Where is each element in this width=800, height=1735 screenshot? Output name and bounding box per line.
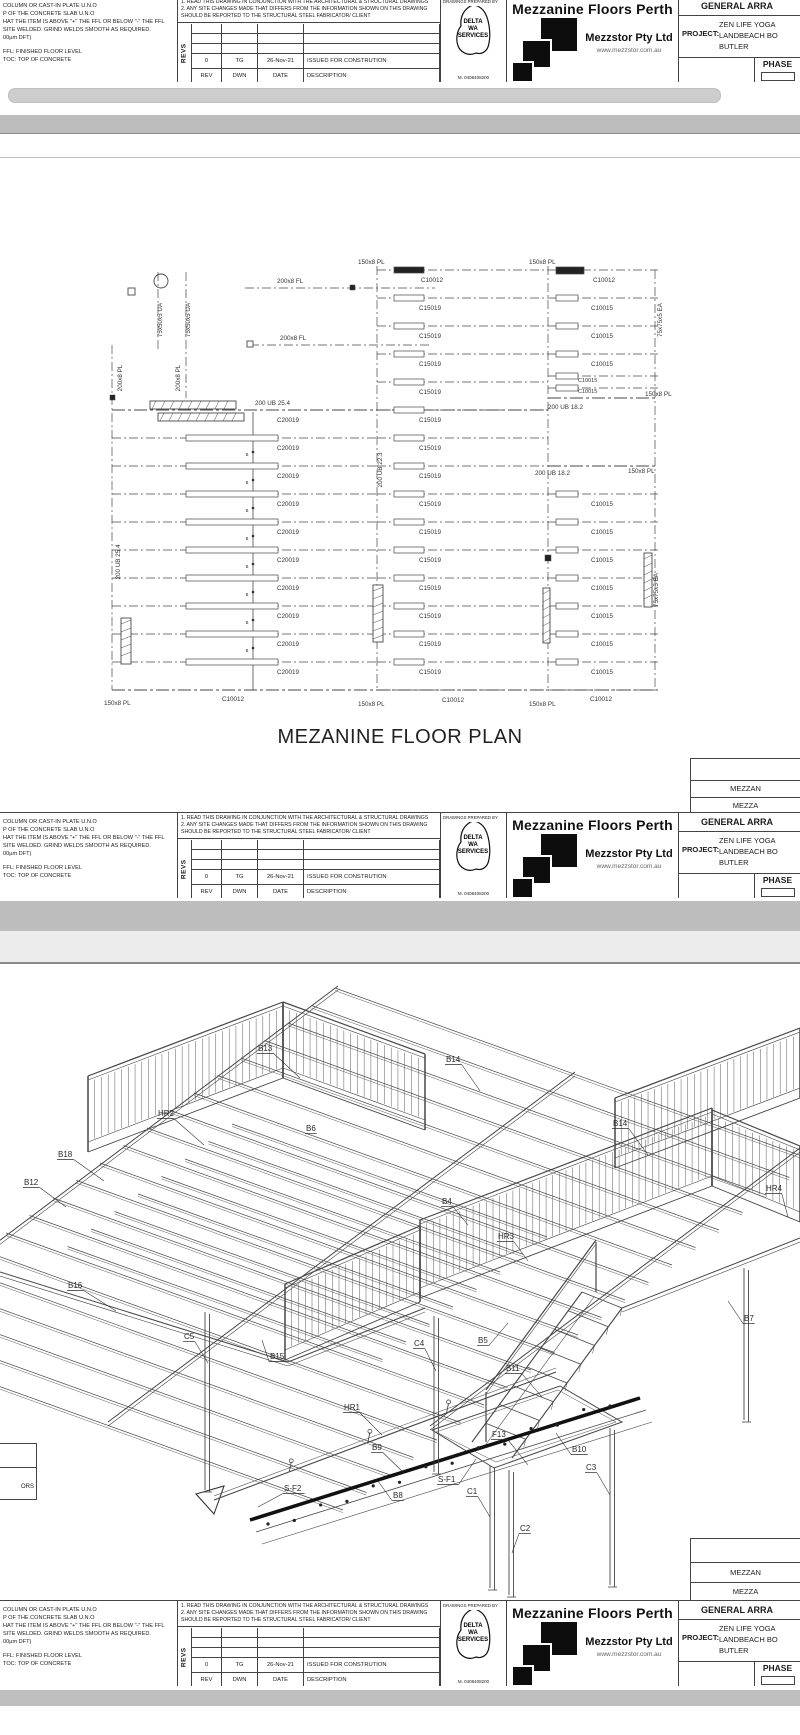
prepared-by-label: DRAWINGS PREPARED BY <box>443 815 498 820</box>
prepared-by-box <box>441 0 506 82</box>
beam-label: C10015 <box>590 529 614 536</box>
iso-label: B6 <box>306 1124 316 1133</box>
rev-data-row: 0 TG 26-Nov-21 ISSUED FOR CONSTRUTION <box>192 870 440 885</box>
delta-wa-services-logo: DELTA WA SERVICES <box>457 1623 489 1643</box>
note-line: COLUMN OR CAST-IN PLATE U.N.O <box>3 1607 97 1613</box>
legend-row: ORS <box>20 1484 34 1490</box>
beam-label: B <box>245 620 249 625</box>
iso-label: B7 <box>744 1314 754 1323</box>
sheet-frame-line <box>0 157 800 158</box>
company-name: Mezzanine Floors Perth <box>512 1 673 17</box>
company-website: www.mezzstor.com.au <box>596 1651 662 1658</box>
beam-label: C20019 <box>276 641 300 648</box>
beam-label: C20019 <box>276 501 300 508</box>
page-separator <box>0 115 800 134</box>
iso-label: B16 <box>68 1281 83 1290</box>
iso-label: B14 <box>446 1055 461 1064</box>
project-label: PROJECT: <box>682 845 720 854</box>
beam-label: 200 UB 18.2 <box>548 404 584 411</box>
beam-label: C10015 <box>590 557 614 564</box>
iso-label: HR4 <box>766 1184 783 1193</box>
beam-label: C15019 <box>418 473 442 480</box>
page3-title-block <box>0 1600 800 1686</box>
ga-isometric-drawing <box>0 965 800 1605</box>
beam-label: C15019 <box>418 501 442 508</box>
rev-header-row: REV DWN DATE DESCRIPTION <box>192 1673 440 1686</box>
rev-data-row: 0 TG 26-Nov-21 ISSUED FOR CONSTRUTION <box>192 1658 440 1673</box>
phone-number: M. 0408408200 <box>457 75 490 81</box>
general-notes <box>3 1606 173 1668</box>
iso-label: S-F1 <box>438 1475 456 1484</box>
beam-label: B <box>245 592 249 597</box>
beam-label: 200 UB 18.2 <box>535 470 571 477</box>
beam-label: 200 UB 25.4 <box>255 400 291 407</box>
beam-label: C15019 <box>418 641 442 648</box>
beam-label: 150x8 PL <box>358 701 385 708</box>
beam-label: C10012 <box>420 277 444 284</box>
iso-label: C2 <box>520 1524 531 1533</box>
revisions-table <box>192 1628 440 1686</box>
beam-label: C20019 <box>276 445 300 452</box>
revs-label: REVS <box>178 1628 192 1686</box>
beam-label: C20019 <box>276 557 300 564</box>
phone-number: M. 0408408200 <box>457 1679 490 1685</box>
beam-label: 200x8 PL <box>117 364 124 392</box>
phase-box <box>679 873 800 898</box>
phase-label: PHASE <box>762 1663 793 1673</box>
company-website: www.mezzstor.com.au <box>596 47 662 54</box>
project-label: PROJECT: <box>682 1633 720 1642</box>
note-line: HAT THE ITEM IS ABOVE "+" THE FFL OR BELOW "-" THE FFL <box>3 1623 165 1630</box>
abbrev-line: TOC: TOP OF CONCRETE <box>3 1660 72 1667</box>
beam-label: 75x75x5 EA <box>657 303 664 337</box>
note-line: 00µm DFT) <box>3 35 32 42</box>
title-block <box>0 0 800 82</box>
beam-label: 200x8 PL <box>175 364 182 392</box>
revisions-table <box>192 840 440 898</box>
iso-label: C4 <box>414 1339 425 1348</box>
note-line: 2. ANY SITE CHANGES MADE THAT DIFFERS FROM THE INFORMATION SHOWN ON THIS DRAWING SHOULD BE REPORTED TO THE STRUCTURAL STEEL FABRICATOR/ CLIENT <box>181 1610 428 1624</box>
note-line: P OF THE CONCRETE SLAB U.N.O <box>3 827 95 834</box>
beam-label: C10015 <box>578 378 598 384</box>
beam-label: C10015 <box>590 501 614 508</box>
beam-label: C10015 <box>590 641 614 648</box>
numbered-notes <box>178 1601 440 1627</box>
beam-label: C15019 <box>418 305 442 312</box>
beam-label: C10015 <box>590 305 614 312</box>
iso-label: F13 <box>492 1430 506 1439</box>
rev-header-row: REV DWN DATE DESCRIPTION <box>192 885 440 898</box>
note-line: P OF THE CONCRETE SLAB U.N.O <box>3 1615 95 1622</box>
project-box <box>679 832 800 874</box>
sheet-info-box <box>679 0 800 82</box>
mezzstor-logo-icon <box>511 18 583 80</box>
drawing-type-title: GENERAL ARRA <box>679 0 800 16</box>
beam-label: 150x8 PL <box>104 700 131 707</box>
beam-label: C20019 <box>276 473 300 480</box>
beam-label: C10015 <box>578 389 598 395</box>
abbrev-line: FFL: FINISHED FLOOR LEVEL <box>3 1652 82 1659</box>
beam-label: B <box>245 480 249 485</box>
iso-label: HR2 <box>158 1109 175 1118</box>
company-box <box>507 0 678 82</box>
page2-title-block <box>0 812 800 898</box>
iso-label: C1 <box>467 1487 478 1496</box>
title-block <box>0 812 800 898</box>
revs-label: REVS <box>178 840 192 898</box>
beam-label: C10015 <box>590 613 614 620</box>
iso-label: B8 <box>393 1491 403 1500</box>
note-line: P OF THE CONCRETE SLAB U.N.O <box>3 11 95 18</box>
phase-label: PHASE <box>762 875 793 885</box>
index-row <box>691 759 800 781</box>
phase-value-box <box>761 72 795 81</box>
revs-label: REVS <box>178 24 192 82</box>
sheet-index-table <box>690 758 800 814</box>
beam-label: B <box>245 452 249 457</box>
beam-label: C15019 <box>418 585 442 592</box>
page-separator <box>0 901 800 931</box>
beam-label: C20019 <box>276 613 300 620</box>
beam-label: C20019 <box>276 417 300 424</box>
iso-label: B4 <box>442 1197 452 1206</box>
project-box <box>679 1620 800 1662</box>
beam-label: 150x8 PL <box>645 391 672 398</box>
company-entity: Mezzstor Pty Ltd <box>585 1636 673 1648</box>
beam-label: 200x8 FL <box>280 335 307 342</box>
note-line: 2. ANY SITE CHANGES MADE THAT DIFFERS FROM THE INFORMATION SHOWN ON THIS DRAWING SHOULD BE REPORTED TO THE STRUCTURAL STEEL FABRICATOR/ CLIENT <box>181 6 428 20</box>
beam-label: C15019 <box>418 417 442 424</box>
page1-title-block-cropped <box>0 0 800 82</box>
phone-number: M. 0408408200 <box>457 891 490 897</box>
note-line: SITE WELDED. GRIND WELDS SMOOTH AS REQUIRED. <box>3 27 151 34</box>
general-notes <box>3 818 173 880</box>
beam-label: C10015 <box>590 333 614 340</box>
drawing-type-title: GENERAL ARRA <box>679 1601 800 1620</box>
beam-label: C10015 <box>590 669 614 676</box>
note-line: 1. READ THIS DRAWING IN CONJUNCTION WITH THE ARCHITECTURAL & STRUCTURAL DRAWINGS <box>181 815 429 821</box>
beam-label: 75x75x5 EA <box>653 573 660 607</box>
note-line: HAT THE ITEM IS ABOVE "+" THE FFL OR BELOW "-" THE FFL <box>3 835 165 842</box>
beam-label: B <box>245 536 249 541</box>
beam-label: C10015 <box>590 361 614 368</box>
phase-label: PHASE <box>762 59 793 69</box>
beam-label: C20019 <box>276 669 300 676</box>
numbered-notes <box>178 0 440 23</box>
prepared-by-label: DRAWINGS PREPARED BY <box>443 0 498 4</box>
page-separator <box>0 931 800 964</box>
beam-label: B <box>245 648 249 653</box>
beam-label: C10012 <box>590 696 613 703</box>
company-box <box>507 1601 678 1686</box>
prepared-by-box <box>441 1601 506 1686</box>
beam-label: B <box>245 508 249 513</box>
company-entity: Mezzstor Pty Ltd <box>585 32 673 44</box>
beam-label: C20019 <box>276 529 300 536</box>
plan-geometry <box>104 259 672 708</box>
project-box <box>679 16 800 58</box>
iso-label: B12 <box>24 1178 39 1187</box>
beam-label: C15019 <box>418 389 442 396</box>
mezzstor-logo-icon <box>511 834 583 896</box>
company-name: Mezzanine Floors Perth <box>512 1605 673 1621</box>
phase-box <box>679 57 800 82</box>
note-line: SITE WELDED. GRIND WELDS SMOOTH AS REQUIRED. <box>3 843 151 850</box>
iso-label: B11 <box>506 1364 520 1373</box>
beam-label: 75x50x5 UA <box>185 302 192 338</box>
project-name: ZEN LIFE YOGA LANDBEACH BO BUTLER <box>719 1624 778 1655</box>
legend-row <box>0 1444 36 1468</box>
iso-label: B10 <box>572 1445 587 1454</box>
beam-label: 200 UB 22.3 <box>377 452 384 488</box>
beam-label: C15019 <box>418 361 442 368</box>
beam-label: 200 UB 25.4 <box>115 544 122 580</box>
iso-label: HR1 <box>344 1403 361 1412</box>
beam-label: 150x8 PL <box>358 259 385 266</box>
sheet-index-table <box>690 1538 800 1602</box>
beam-label: 150x8 PL <box>529 259 556 266</box>
note-line: SITE WELDED. GRIND WELDS SMOOTH AS REQUIRED. <box>3 1631 151 1638</box>
beam-label: C15019 <box>418 557 442 564</box>
prepared-by-box <box>441 813 506 898</box>
title-block <box>0 1600 800 1686</box>
note-line: 1. READ THIS DRAWING IN CONJUNCTION WITH THE ARCHITECTURAL & STRUCTURAL DRAWINGS <box>181 0 429 5</box>
iso-label: C3 <box>586 1463 597 1472</box>
index-row: MEZZAN <box>691 781 800 798</box>
note-line: HAT THE ITEM IS ABOVE "+" THE FFL OR BELOW "-" THE FFL <box>3 19 165 26</box>
iso-label: C5 <box>184 1332 195 1341</box>
index-row: MEZZAN <box>691 1563 800 1583</box>
beam-label: C15019 <box>418 445 442 452</box>
abbrev-line: FFL: FINISHED FLOOR LEVEL <box>3 48 82 55</box>
phase-box <box>679 1661 800 1686</box>
beam-label: B <box>245 564 249 569</box>
iso-label: HR3 <box>498 1232 515 1241</box>
abbrev-line: TOC: TOP OF CONCRETE <box>3 872 72 879</box>
beam-label: C10015 <box>590 585 614 592</box>
company-name: Mezzanine Floors Perth <box>512 817 673 833</box>
iso-label: B18 <box>58 1150 73 1159</box>
beam-label: C15019 <box>418 669 442 676</box>
revisions-table <box>192 24 440 82</box>
plan-title: MEZANINE FLOOR PLAN <box>277 726 523 748</box>
drawing-type-title: GENERAL ARRA <box>679 813 800 832</box>
note-line: COLUMN OR CAST-IN PLATE U.N.O <box>3 819 97 825</box>
iso-label: B5 <box>478 1336 488 1345</box>
beam-label: 75x50x5 UA <box>157 302 164 338</box>
prepared-by-label: DRAWINGS PREPARED BY <box>443 1603 498 1608</box>
note-line: 00µm DFT) <box>3 851 32 858</box>
delta-wa-services-logo: DELTA WA SERVICES <box>457 19 489 39</box>
abbrev-line: FFL: FINISHED FLOOR LEVEL <box>3 864 82 871</box>
phase-value-box <box>761 888 795 897</box>
note-line: 00µm DFT) <box>3 1639 32 1646</box>
index-row: MEZZA <box>732 1587 759 1596</box>
abbrev-line: TOC: TOP OF CONCRETE <box>3 56 72 63</box>
beam-label: 150x8 PL <box>529 701 556 708</box>
company-website: www.mezzstor.com.au <box>596 863 662 870</box>
beam-label: C15019 <box>418 613 442 620</box>
beam-label: 150x8 PL <box>628 468 655 475</box>
company-entity: Mezzstor Pty Ltd <box>585 848 673 860</box>
note-line: COLUMN OR CAST-IN PLATE U.N.O <box>3 3 97 9</box>
general-notes <box>3 2 173 64</box>
numbered-notes <box>178 813 440 839</box>
beam-label: C15019 <box>418 529 442 536</box>
note-line: 1. READ THIS DRAWING IN CONJUNCTION WITH THE ARCHITECTURAL & STRUCTURAL DRAWINGS <box>181 1603 429 1609</box>
iso-label: B9 <box>372 1443 382 1452</box>
project-name: ZEN LIFE YOGA LANDBEACH BO BUTLER <box>719 836 778 867</box>
beam-label: C20019 <box>276 585 300 592</box>
mezzstor-logo-icon <box>511 1622 583 1684</box>
rev-data-row: 0 TG 26-Nov-21 ISSUED FOR CONSTRUTION <box>192 54 440 69</box>
mezzanine-floor-plan-drawing <box>88 252 678 717</box>
beam-label: C10012 <box>222 696 245 703</box>
corner-legend-table <box>0 1443 37 1500</box>
project-label: PROJECT: <box>682 29 720 38</box>
page-separator <box>0 1690 800 1706</box>
iso-label: B14 <box>613 1119 628 1128</box>
beam-label: C10012 <box>442 697 465 704</box>
index-row <box>691 1539 800 1563</box>
index-row: MEZZA <box>732 801 759 810</box>
iso-label: B13 <box>258 1044 273 1053</box>
phase-value-box <box>761 1676 795 1685</box>
iso-label: B15 <box>270 1352 285 1361</box>
beam-label: C10012 <box>592 277 616 284</box>
beam-label: C15019 <box>418 333 442 340</box>
sheet-info-box <box>679 1601 800 1686</box>
note-line: 2. ANY SITE CHANGES MADE THAT DIFFERS FROM THE INFORMATION SHOWN ON THIS DRAWING SHOULD BE REPORTED TO THE STRUCTURAL STEEL FABRICATOR/ CLIENT <box>181 822 428 836</box>
company-box <box>507 813 678 898</box>
delta-wa-services-logo: DELTA WA SERVICES <box>457 835 489 855</box>
project-name: ZEN LIFE YOGA LANDBEACH BO BUTLER <box>719 20 778 51</box>
iso-label: S-F2 <box>284 1484 302 1493</box>
horizontal-scrollbar-thumb[interactable] <box>8 88 721 103</box>
sheet-info-box <box>679 813 800 898</box>
rev-header-row: REV DWN DATE DESCRIPTION <box>192 69 440 82</box>
beam-label: 200x8 FL <box>277 278 304 285</box>
